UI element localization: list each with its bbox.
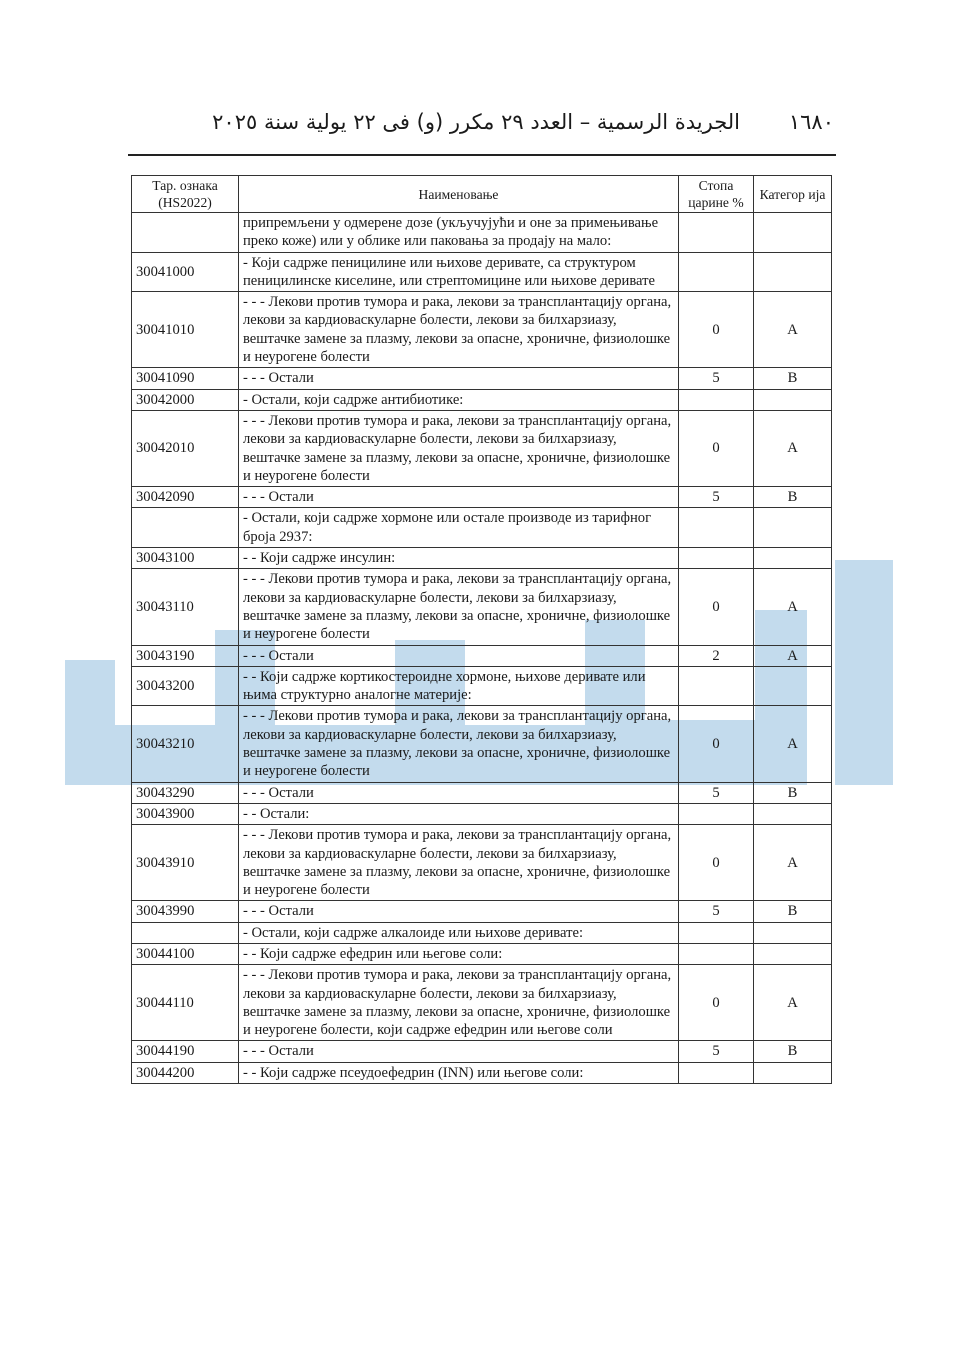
duty-rate-cell: 0 [679, 825, 754, 901]
category-cell: B [754, 1041, 832, 1062]
description-cell: - Остали, који садрже алкалоиде или њихове деривате: [239, 922, 679, 943]
duty-rate-cell: 0 [679, 410, 754, 486]
category-cell: A [754, 706, 832, 782]
tariff-code-cell: 30043200 [132, 666, 239, 706]
column-header-category: Категор ија [754, 176, 832, 213]
tariff-code-cell [132, 508, 239, 548]
duty-rate-cell: 5 [679, 487, 754, 508]
table-row [132, 922, 832, 943]
table-row [132, 943, 832, 964]
tariff-code-cell: 30043210 [132, 706, 239, 782]
table-row [132, 569, 832, 645]
category-cell [754, 508, 832, 548]
description-cell: - - Који садрже кортикостероидне хормоне, њихове деривате или њима структурно аналогне материје: [239, 666, 679, 706]
category-cell [754, 922, 832, 943]
tariff-code-cell: 30043110 [132, 569, 239, 645]
table-row [132, 213, 832, 253]
duty-rate-cell: 5 [679, 901, 754, 922]
table-row [132, 666, 832, 706]
category-cell: A [754, 569, 832, 645]
category-cell: B [754, 901, 832, 922]
category-cell [754, 803, 832, 824]
description-cell: - Који садрже пеницилине или њихове деривате, са структуром пеницилинске киселине, или стрептомицине или њихове деривате [239, 252, 679, 292]
category-cell: A [754, 410, 832, 486]
tariff-code-cell: 30042010 [132, 410, 239, 486]
header-rule [128, 154, 836, 156]
table-row [132, 1062, 832, 1083]
category-cell: B [754, 487, 832, 508]
duty-rate-cell: 2 [679, 645, 754, 666]
duty-rate-cell [679, 213, 754, 253]
category-cell [754, 213, 832, 253]
tariff-table-body [132, 213, 832, 1084]
description-cell: - - - Остали [239, 368, 679, 389]
table-row [132, 706, 832, 782]
description-cell: - - Остали: [239, 803, 679, 824]
tariff-code-cell: 30043990 [132, 901, 239, 922]
tariff-code-cell: 30044110 [132, 965, 239, 1041]
category-cell: A [754, 645, 832, 666]
table-row [132, 782, 832, 803]
description-cell: - - - Лекови против тумора и рака, лекови за трансплантацију органа, лекови за кардиоваскуларне болести, лекови за билхарзиазу, вештачке замене за плазму, лекови за опасне, хроничне, физиолошке и неурогене болести, који садрже ефедрин или његове соли [239, 965, 679, 1041]
table-row [132, 803, 832, 824]
tariff-code-cell: 30043910 [132, 825, 239, 901]
table-row [132, 901, 832, 922]
page-number: ١٦٨٠ [788, 110, 834, 134]
tariff-code-cell: 30041010 [132, 292, 239, 368]
table-row [132, 410, 832, 486]
description-cell: - Остали, који садрже антибиотике: [239, 389, 679, 410]
category-cell: A [754, 825, 832, 901]
duty-rate-cell [679, 666, 754, 706]
duty-rate-cell [679, 508, 754, 548]
column-header-description: Наименовање [239, 176, 679, 213]
description-cell: - - Који садрже псеудоефедрин (INN) или његове соли: [239, 1062, 679, 1083]
table-row [132, 548, 832, 569]
table-row [132, 825, 832, 901]
tariff-code-cell: 30042000 [132, 389, 239, 410]
tariff-code-cell: 30044100 [132, 943, 239, 964]
category-cell: B [754, 782, 832, 803]
table-row [132, 389, 832, 410]
tariff-code-cell: 30043190 [132, 645, 239, 666]
duty-rate-cell [679, 943, 754, 964]
tariff-code-cell: 30044190 [132, 1041, 239, 1062]
category-cell [754, 1062, 832, 1083]
duty-rate-cell: 5 [679, 782, 754, 803]
description-cell: - - Који садрже ефедрин или његове соли: [239, 943, 679, 964]
tariff-code-cell: 30043290 [132, 782, 239, 803]
category-cell: B [754, 368, 832, 389]
category-cell [754, 943, 832, 964]
duty-rate-cell: 0 [679, 965, 754, 1041]
description-cell: - - - Остали [239, 782, 679, 803]
category-cell [754, 548, 832, 569]
category-cell: A [754, 292, 832, 368]
tariff-code-cell [132, 922, 239, 943]
category-cell: A [754, 965, 832, 1041]
category-cell [754, 389, 832, 410]
duty-rate-cell: 5 [679, 368, 754, 389]
duty-rate-cell [679, 1062, 754, 1083]
tariff-code-cell: 30043900 [132, 803, 239, 824]
description-cell: - - - Остали [239, 1041, 679, 1062]
duty-rate-cell [679, 922, 754, 943]
tariff-code-cell: 30041000 [132, 252, 239, 292]
description-cell: - Остали, који садрже хормоне или остале производе из тарифног броја 2937: [239, 508, 679, 548]
description-cell: - - - Лекови против тумора и рака, лекови за трансплантацију органа, лекови за кардиоваскуларне болести, лекови за билхарзиазу, вештачке замене за плазму, лекови за опасне, хроничне, физиолошке и неурогене болести [239, 825, 679, 901]
duty-rate-cell [679, 252, 754, 292]
description-cell: - - - Остали [239, 487, 679, 508]
tariff-code-cell: 30042090 [132, 487, 239, 508]
table-header-row [132, 176, 832, 213]
description-cell: - - - Лекови против тумора и рака, лекови за трансплантацију органа, лекови за кардиоваскуларне болести, лекови за билхарзиазу, вештачке замене за плазму, лекови за опасне, хроничне, физиолошке и неурогене болести [239, 292, 679, 368]
table-row [132, 487, 832, 508]
tariff-code-cell [132, 213, 239, 253]
page-header [128, 104, 836, 144]
description-cell: - - Који садрже инсулин: [239, 548, 679, 569]
tariff-code-cell: 30044200 [132, 1062, 239, 1083]
description-cell: - - - Остали [239, 901, 679, 922]
table-row [132, 645, 832, 666]
duty-rate-cell [679, 548, 754, 569]
tariff-code-cell: 30041090 [132, 368, 239, 389]
gazette-title: الجريدة الرسمية – العدد ٢٩ مكرر (و) فى ٢٢ يولية سنة ٢٠٢٥ [212, 110, 740, 134]
table-row [132, 292, 832, 368]
description-cell: - - - Лекови против тумора и рака, лекови за трансплантацију органа, лекови за кардиоваскуларне болести, лекови за билхарзиазу, вештачке замене за плазму, лекови за опасне, хроничне, физиолошке и неурогене болести [239, 569, 679, 645]
column-header-code: Тар. ознака (HS2022) [132, 176, 239, 213]
duty-rate-cell [679, 389, 754, 410]
table-row [132, 252, 832, 292]
description-cell: припремљени у одмерене дозе (укључујући и оне за примењивање преко коже) или у облике или паковања за продају на мало: [239, 213, 679, 253]
duty-rate-cell [679, 803, 754, 824]
table-row [132, 1041, 832, 1062]
category-cell [754, 666, 832, 706]
tariff-table [131, 175, 832, 1084]
tariff-code-cell: 30043100 [132, 548, 239, 569]
description-cell: - - - Остали [239, 645, 679, 666]
table-row [132, 508, 832, 548]
description-cell: - - - Лекови против тумора и рака, лекови за трансплантацију органа, лекови за кардиоваскуларне болести, лекови за билхарзиазу, вештачке замене за плазму, лекови за опасне, хроничне, физиолошке и неурогене болести [239, 410, 679, 486]
description-cell: - - - Лекови против тумора и рака, лекови за трансплантацију органа, лекови за кардиоваскуларне болести, лекови за билхарзиазу, вештачке замене за плазму, лекови за опасне, хроничне, физиолошке и неурогене болести [239, 706, 679, 782]
table-row [132, 965, 832, 1041]
table-row [132, 368, 832, 389]
duty-rate-cell: 0 [679, 569, 754, 645]
column-header-rate: Стопа царине % [679, 176, 754, 213]
duty-rate-cell: 5 [679, 1041, 754, 1062]
duty-rate-cell: 0 [679, 292, 754, 368]
category-cell [754, 252, 832, 292]
duty-rate-cell: 0 [679, 706, 754, 782]
